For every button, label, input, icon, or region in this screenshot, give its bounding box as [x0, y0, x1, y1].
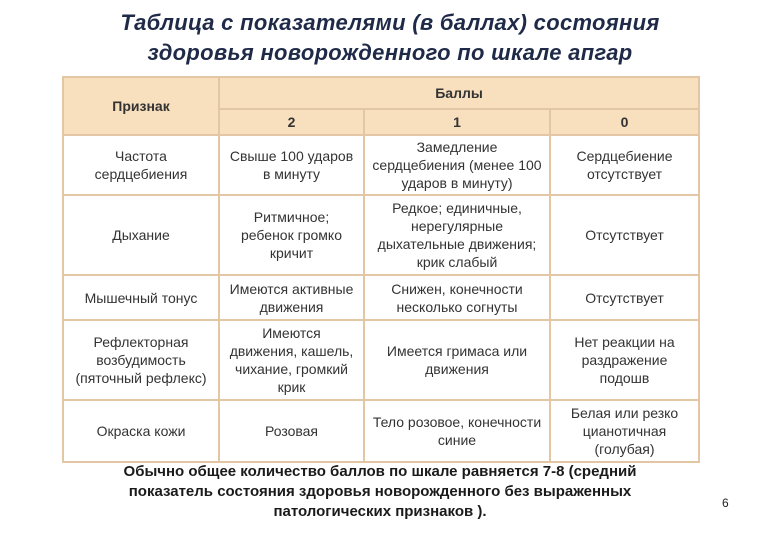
header-score-2: 2 [219, 109, 364, 135]
table-row [63, 400, 699, 462]
footnote-line-2: показатель состояния здоровья новорожденного без выраженных [128, 483, 632, 500]
slide-title [0, 8, 780, 68]
cell-line: (голубая) [594, 441, 655, 457]
cell-line: Отсутствует [585, 227, 664, 243]
score-0-cell [550, 135, 699, 195]
header-scores: Баллы [219, 77, 699, 109]
cell-line: крик [277, 379, 306, 395]
cell-line: Рефлекторная [93, 334, 189, 350]
score-0-cell [550, 195, 699, 275]
cell-line: Розовая [264, 423, 319, 439]
cell-line: ребенок громко [241, 227, 342, 243]
header-score-0: 0 [550, 109, 699, 135]
cell-line: Мышечный тонус [84, 289, 198, 306]
sign-cell [63, 195, 219, 275]
cell-line: Замедление [416, 139, 498, 155]
cell-line: несколько согнуты [396, 298, 518, 315]
cell-line: Имеется гримаса или [386, 343, 528, 359]
cell-line: цианотичная [582, 423, 667, 439]
apgar-score-table [62, 76, 700, 463]
header-sign: Признак [63, 77, 219, 135]
cell-line: (пяточный рефлекс) [75, 370, 207, 386]
cell-line: синие [437, 432, 477, 448]
cell-line: кричит [269, 245, 314, 261]
cell-line: сердцебиения (менее 100 [372, 157, 542, 173]
cell-line: Свыше 100 ударов [229, 148, 354, 164]
sign-cell [63, 135, 219, 195]
score-1-cell [364, 135, 550, 195]
slide-title-line-1: Таблица с показателями (в баллах) состояния [120, 10, 660, 35]
cell-line: крик слабый [416, 254, 498, 270]
sign-cell [63, 400, 219, 462]
sign-cell [63, 275, 219, 320]
cell-line: Частота [115, 148, 167, 164]
table-row [63, 275, 699, 320]
cell-line: Отсутствует [585, 289, 664, 306]
cell-line: отсутствует [586, 166, 663, 182]
cell-line: нерегулярные [410, 218, 503, 234]
cell-line: Ритмичное; [253, 209, 330, 225]
cell-line: сердцебиения [94, 166, 188, 182]
table-row [63, 195, 699, 275]
cell-line: Тело розовое, конечности [372, 414, 542, 430]
score-2-cell [219, 320, 364, 400]
table-row [63, 135, 699, 195]
score-1-cell [364, 195, 550, 275]
cell-line: раздражение [581, 352, 668, 368]
cell-line: дыхательные движения; [377, 236, 537, 252]
footnote-line-1: Обычно общее количество баллов по шкале равняется 7-8 (средний [123, 463, 637, 480]
cell-line: Снижен, конечности [391, 280, 523, 297]
score-2-cell [219, 135, 364, 195]
table-row [63, 320, 699, 400]
cell-line: движения [425, 361, 489, 377]
score-0-cell [550, 275, 699, 320]
cell-line: Окраска кожи [96, 423, 186, 439]
footnote-line-3: патологических признаков ). [273, 503, 487, 520]
cell-line: ударов в минуту) [401, 175, 513, 191]
cell-line: чихание, громкий [235, 361, 348, 377]
slide-title-line-2: здоровья новорожденного по шкале апгар [147, 40, 633, 65]
cell-line: Сердцебиение [576, 148, 673, 164]
score-1-cell [364, 275, 550, 320]
cell-line: Дыхание [112, 227, 170, 243]
cell-line: Редкое; единичные, [392, 200, 522, 216]
score-0-cell [550, 320, 699, 400]
footnote [60, 462, 700, 522]
page-number: 6 [722, 496, 729, 510]
sign-cell [63, 320, 219, 400]
cell-line: подошв [599, 370, 650, 386]
header-score-1: 1 [364, 109, 550, 135]
cell-line: Имеются [262, 325, 321, 341]
cell-line: в минуту [262, 166, 321, 182]
score-2-cell [219, 275, 364, 320]
cell-line: возбудимость [96, 352, 186, 368]
table-body [63, 135, 699, 462]
cell-line: Имеются активные [229, 280, 354, 297]
cell-line: Нет реакции на [574, 334, 675, 350]
score-0-cell [550, 400, 699, 462]
score-2-cell [219, 400, 364, 462]
score-1-cell [364, 400, 550, 462]
cell-line: движения [259, 298, 324, 315]
cell-line: движения, кашель, [229, 343, 354, 359]
cell-line: Белая или резко [570, 405, 679, 421]
score-1-cell [364, 320, 550, 400]
score-2-cell [219, 195, 364, 275]
